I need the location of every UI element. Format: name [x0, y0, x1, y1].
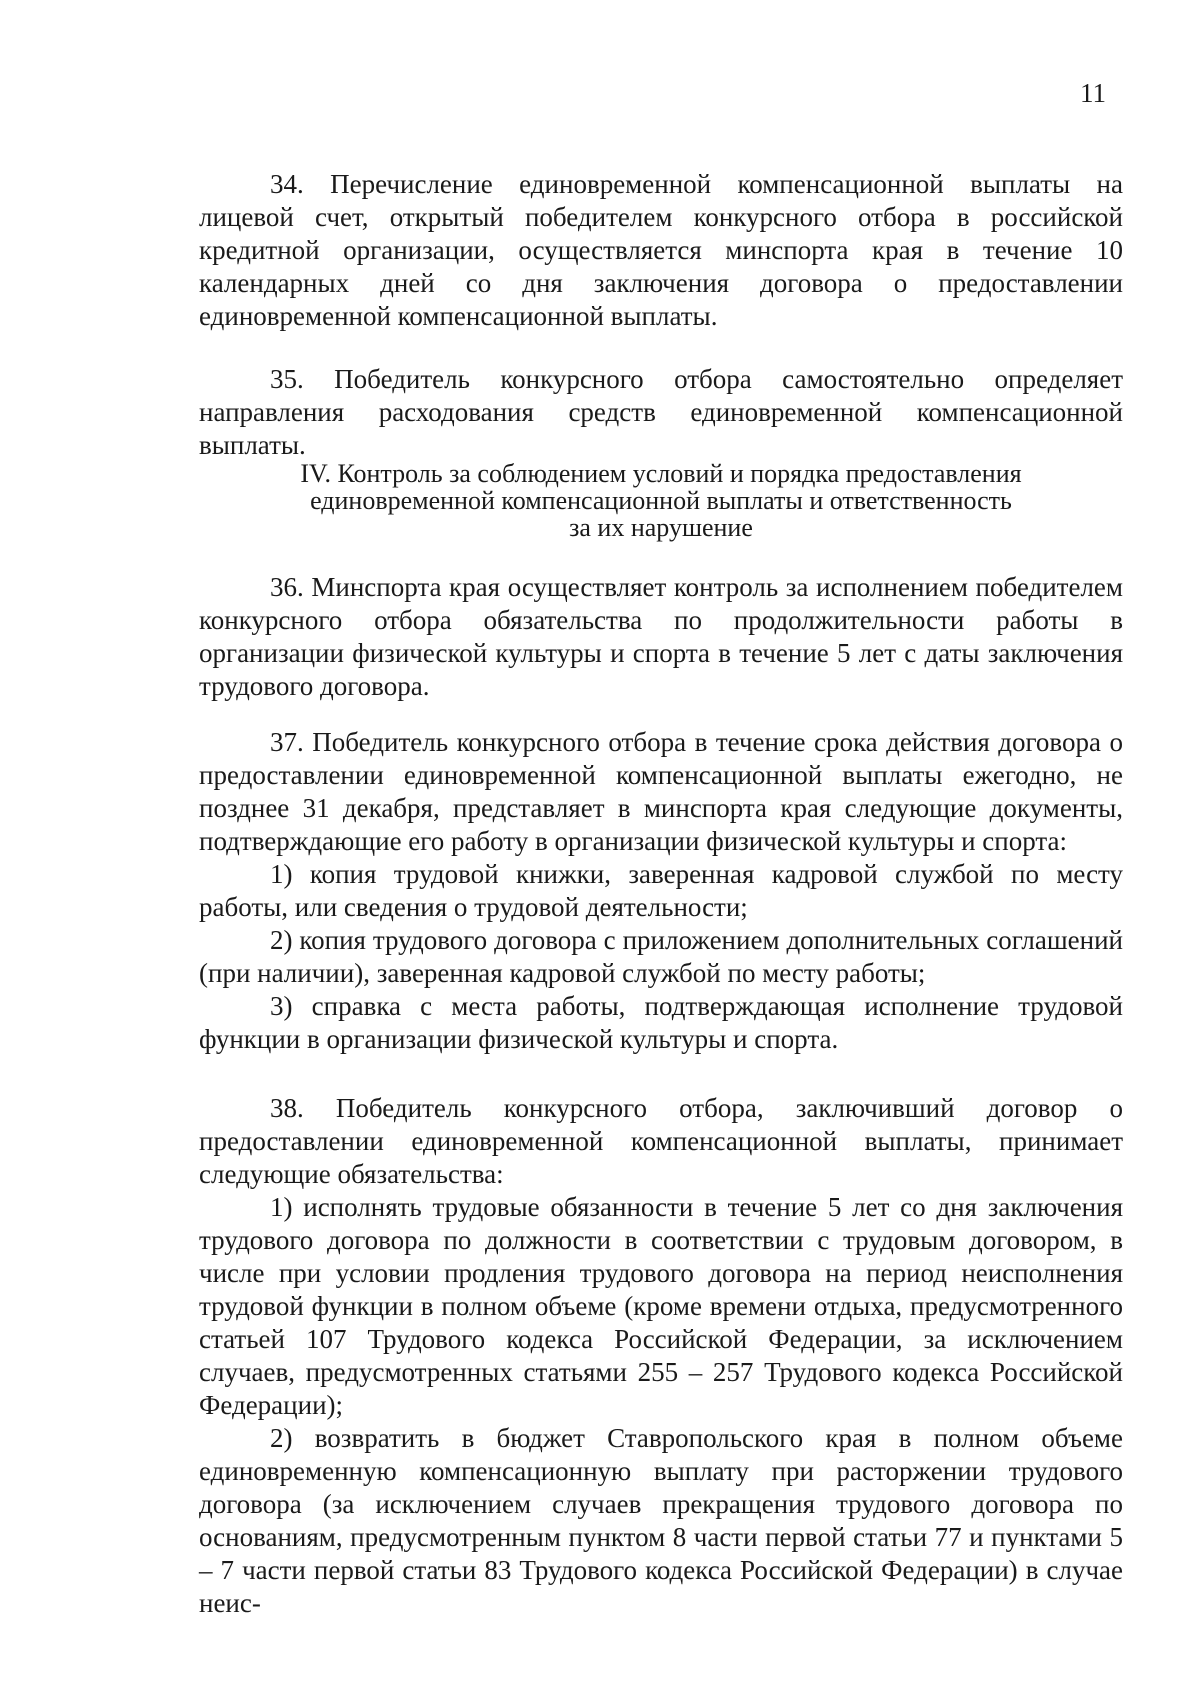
- section-heading-iv: [199, 460, 1123, 541]
- paragraph-36: 36. Минспорта края осуществляет контроль за исполнением победителем конкурсного отбора обязательства по продолжительности работы в организации физической культуры и спорта в течение 5 лет с даты заключения трудового договора.: [199, 572, 1123, 701]
- paragraph-38-item-1: 1) исполнять трудовые обязанности в течение 5 лет со дня заключения трудового договора по должности в соответствии с трудовым договором, в числе при условии продления трудового договора на период неисполнения трудовой функции в полном объеме (кроме времени отдыха, предусмотренного статьей 107 Трудового кодекса Российской Федерации, за исключением случаев, предусмотренных статьями 255 – 257 Трудового кодекса Российской Федерации);: [199, 1192, 1123, 1420]
- paragraph-37-item-1: 1) копия трудовой книжки, заверенная кадровой службой по месту работы, или сведения о трудовой деятельности;: [199, 859, 1123, 922]
- paragraph-34: 34. Перечисление единовременной компенсационной выплаты на лицевой счет, открытый победителем конкурсного отбора в российской кредитной организации, осуществляется минспорта края в течение 10 календарных дней со дня заключения договора о предоставлении единовременной компенсационной выплаты.: [199, 169, 1123, 331]
- paragraph-group-34-35: [199, 168, 1123, 462]
- paragraph-group-36: [199, 571, 1123, 703]
- paragraph-37-intro: 37. Победитель конкурсного отбора в течение срока действия договора о предоставлении единовременной компенсационной выплаты ежегодно, не позднее 31 декабря, представляет в минспорта края следующие документы, подтверждающие его работу в организации физической культуры и спорта:: [199, 727, 1123, 856]
- paragraph-group-38: [199, 1092, 1123, 1620]
- paragraph-35: 35. Победитель конкурсного отбора самостоятельно определяет направления расходования средств единовременной компенсационной выплаты.: [199, 364, 1123, 460]
- section-heading-line-2: единовременной компенсационной выплаты и ответственность: [310, 486, 1012, 515]
- section-heading-line-3: за их нарушение: [569, 513, 753, 542]
- paragraph-37-item-3: 3) справка с места работы, подтверждающая исполнение трудовой функции в организации физической культуры и спорта.: [199, 991, 1123, 1054]
- section-heading-line-1: IV. Контроль за соблюдением условий и порядка предоставления: [300, 459, 1022, 488]
- page-number: 11: [1080, 78, 1106, 108]
- paragraph-38-item-2: 2) возвратить в бюджет Ставропольского края в полном объеме единовременную компенсационную выплату при расторжении трудового договора (за исключением случаев прекращения трудового договора по основаниям, предусмотренным пунктом 8 части первой статьи 77 и пунктами 5 – 7 части первой статьи 83 Трудового кодекса Российской Федерации) в случае неис-: [199, 1423, 1123, 1618]
- paragraph-37-item-2: 2) копия трудового договора с приложением дополнительных соглашений (при наличии), заверенная кадровой службой по месту работы;: [199, 925, 1123, 988]
- paragraph-38-intro: 38. Победитель конкурсного отбора, заключивший договор о предоставлении единовременной компенсационной выплаты, принимает следующие обязательства:: [199, 1093, 1123, 1189]
- paragraph-group-37: [199, 726, 1123, 1056]
